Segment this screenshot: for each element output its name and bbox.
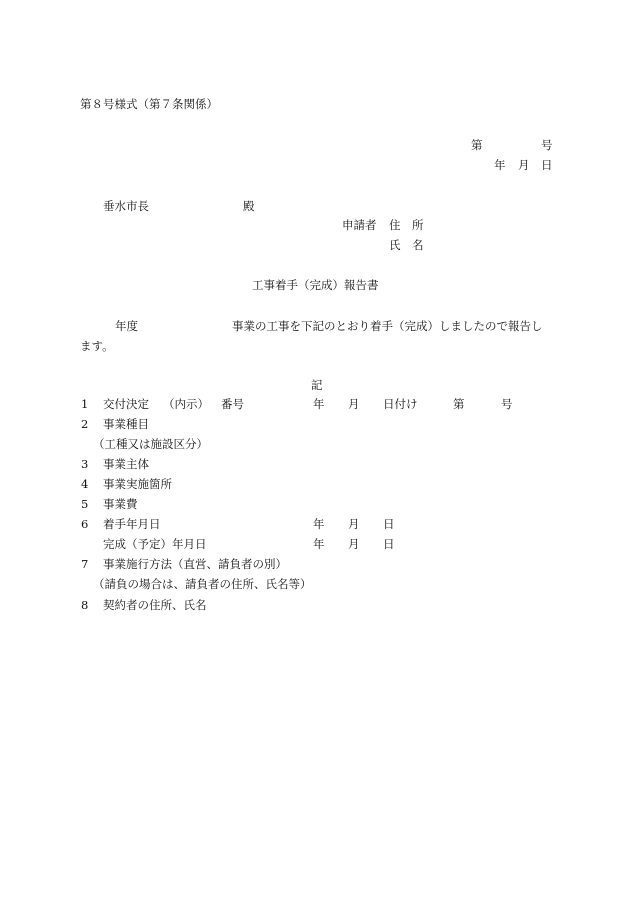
item-2-note: （工種又は施設区分） — [93, 437, 208, 451]
item-6-number: 6 — [81, 517, 89, 531]
item-5-number: 5 — [81, 497, 89, 511]
item-6-day2: 日 — [383, 537, 395, 551]
item-7-note: （請負の場合は、請負者の住所、氏名等） — [93, 577, 312, 591]
applicant-address-label: 住 所 — [389, 218, 424, 232]
item-6-year2: 年 — [313, 537, 325, 551]
item-1-hizuke: 日付け — [383, 397, 418, 411]
item-3-label: 事業主体 — [103, 457, 149, 471]
date-month: 月 — [518, 158, 530, 172]
applicant-name-label: 氏 名 — [389, 238, 424, 252]
item-6-day: 日 — [383, 517, 395, 531]
item-8-label: 契約者の住所、氏名 — [103, 598, 207, 612]
item-1-bangou: 番号 — [221, 397, 244, 411]
addressee-honorific: 殿 — [243, 199, 255, 213]
item-2-label: 事業種目 — [103, 417, 149, 431]
form-id: 第８号様式（第７条関係） — [80, 97, 218, 111]
ki-heading: 記 — [311, 378, 323, 392]
document-title: 工事着手（完成）報告書 — [252, 278, 379, 292]
item-1-gou: 号 — [501, 397, 513, 411]
number-label-dai: 第 — [471, 138, 483, 152]
item-6-label: 着手年月日 — [103, 517, 161, 531]
item-1-year: 年 — [313, 397, 325, 411]
item-6-month: 月 — [348, 517, 360, 531]
intro-text-line1: 事業の工事を下記のとおり着手（完成）しましたので報告し — [232, 319, 543, 333]
date-day: 日 — [541, 158, 553, 172]
item-1-month: 月 — [348, 397, 360, 411]
item-5-label: 事業費 — [103, 497, 138, 511]
item-1-label: 交付決定 — [103, 397, 149, 411]
item-1-naiji: （内示） — [163, 397, 209, 411]
item-6-year: 年 — [313, 517, 325, 531]
addressee-mayor: 垂水市長 — [103, 199, 149, 213]
item-2-number: 2 — [81, 417, 89, 431]
item-4-label: 事業実施箇所 — [103, 477, 172, 491]
item-1-number: 1 — [81, 397, 89, 411]
item-6-label2: 完成（予定）年月日 — [103, 537, 207, 551]
item-6-month2: 月 — [348, 537, 360, 551]
intro-text-line2: ます。 — [80, 339, 114, 353]
item-7-label: 事業施行方法（直営、請負者の別） — [103, 557, 287, 571]
item-8-number: 8 — [81, 598, 89, 612]
number-label-gou: 号 — [541, 138, 553, 152]
intro-year-label: 年度 — [115, 319, 138, 333]
item-4-number: 4 — [81, 477, 89, 491]
applicant-label: 申請者 — [342, 218, 377, 232]
item-7-number: 7 — [81, 557, 89, 571]
date-year: 年 — [494, 158, 506, 172]
item-3-number: 3 — [81, 457, 89, 471]
item-1-dai: 第 — [453, 397, 465, 411]
